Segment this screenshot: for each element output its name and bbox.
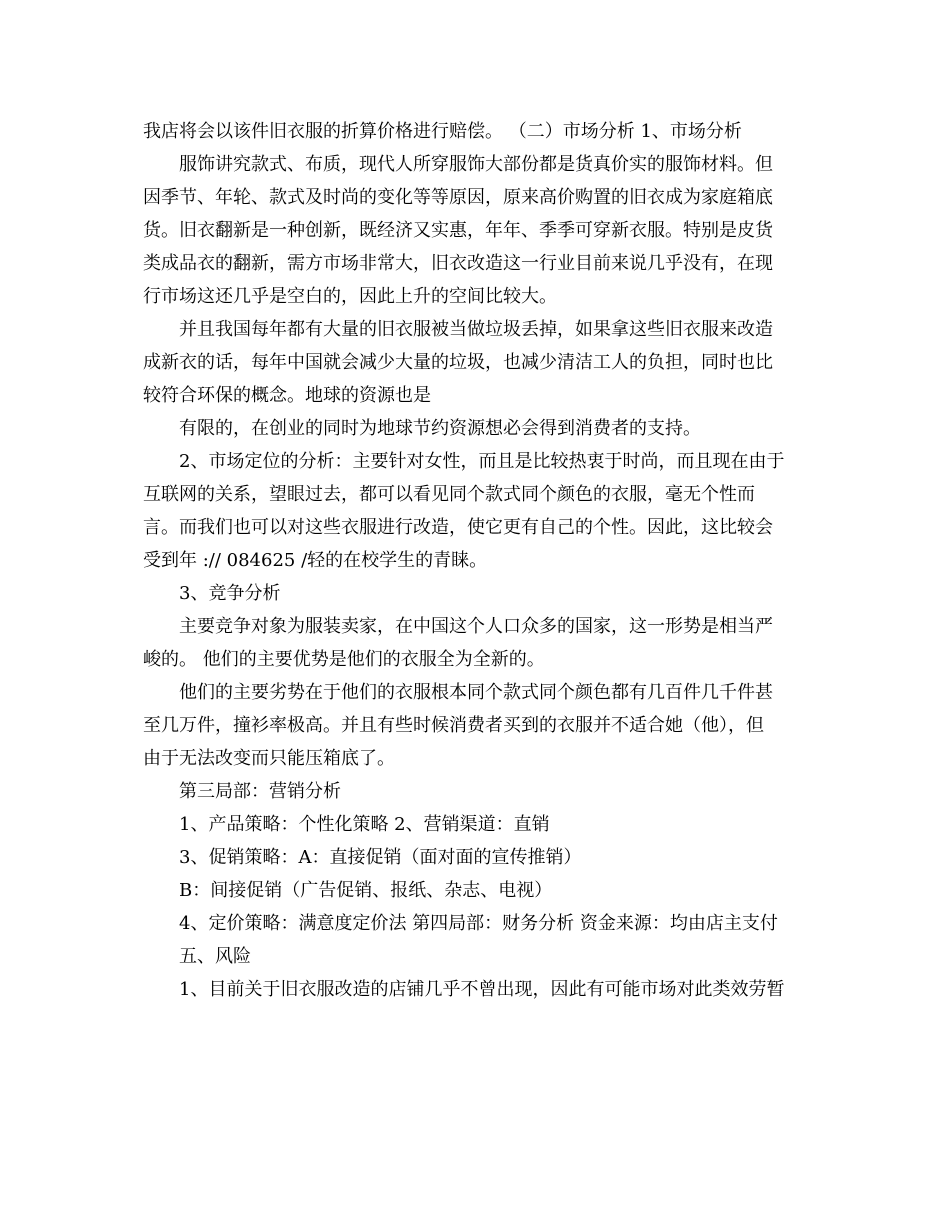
paragraph-line: B：间接促销（广告促销、报纸、杂志、电视） xyxy=(179,880,553,901)
paragraph-line: 1、目前关于旧衣服改造的店铺几乎不曾出现，因此有可能市场对此类效劳暂 xyxy=(179,979,785,1000)
paragraph-line: 有限的，在创业的同时为地球节约资源想必会得到消费者的支持。 xyxy=(179,418,701,439)
paragraph-line: 受到年 :// 084625 /轻的在校学生的青睐。 xyxy=(143,550,488,571)
document-body xyxy=(143,115,808,1006)
paragraph-line: 4、定价策略：满意度定价法 第四局部：财务分析 资金来源：均由店主支付 xyxy=(179,913,778,934)
paragraph-line: 因季节、年轮、款式及时尚的变化等等原因，原来高价购置的旧衣成为家庭箱底 xyxy=(143,187,773,208)
paragraph-line: 货。旧衣翻新是一种创新，既经济又实惠，年年、季季可穿新衣服。特别是皮货 xyxy=(143,220,773,241)
paragraph-line: 服饰讲究款式、布质，现代人所穿服饰大部份都是货真价实的服饰材料。但 xyxy=(179,154,773,175)
paragraph-line: 主要竞争对象为服装卖家，在中国这个人口众多的国家，这一形势是相当严 xyxy=(179,616,773,637)
paragraph-line: 成新衣的话，每年中国就会减少大量的垃圾，也减少清洁工人的负担，同时也比 xyxy=(143,352,773,373)
paragraph-line: 峻的。 他们的主要优势是他们的衣服全为全新的。 xyxy=(143,649,545,670)
paragraph-line: 并且我国每年都有大量的旧衣服被当做垃圾丢掉，如果拿这些旧衣服来改造 xyxy=(179,319,773,340)
paragraph-line: 互联网的关系，望眼过去，都可以看见同个款式同个颜色的衣服，毫无个性而 xyxy=(143,484,755,505)
paragraph-line: 五、风险 xyxy=(179,946,251,967)
paragraph-line: 3、竞争分析 xyxy=(179,583,281,604)
paragraph-line: 他们的主要劣势在于他们的衣服根本同个款式同个颜色都有几百件几千件甚 xyxy=(179,682,773,703)
paragraph-line: 类成品衣的翻新，需方市场非常大，旧衣改造这一行业目前来说几乎没有，在现 xyxy=(143,253,773,274)
paragraph-line: 2、市场定位的分析：主要针对女性，而且是比较热衷于时尚，而且现在由于 xyxy=(179,451,785,472)
paragraph-line: 1、产品策略：个性化策略 2、营销渠道：直销 xyxy=(179,814,550,835)
paragraph-line: 3、促销策略：A：直接促销（面对面的宣传推销） xyxy=(179,847,582,868)
paragraph-line: 第三局部：营销分析 xyxy=(179,781,341,802)
paragraph-line: 由于无法改变而只能压箱底了。 xyxy=(143,748,395,769)
paragraph-line: 较符合环保的概念。地球的资源也是 xyxy=(143,385,431,406)
paragraph-line: 行市场这还几乎是空白的，因此上升的空间比较大。 xyxy=(143,286,557,307)
paragraph-line: 至几万件，撞衫率极高。并且有些时候消费者买到的衣服并不适合她（他），但 xyxy=(143,715,764,736)
paragraph-line: 言。而我们也可以对这些衣服进行改造，使它更有自己的个性。因此，这比较会 xyxy=(143,517,773,538)
paragraph-line: 我店将会以该件旧衣服的折算价格进行赔偿。 （二）市场分析 1、市场分析 xyxy=(143,121,742,142)
